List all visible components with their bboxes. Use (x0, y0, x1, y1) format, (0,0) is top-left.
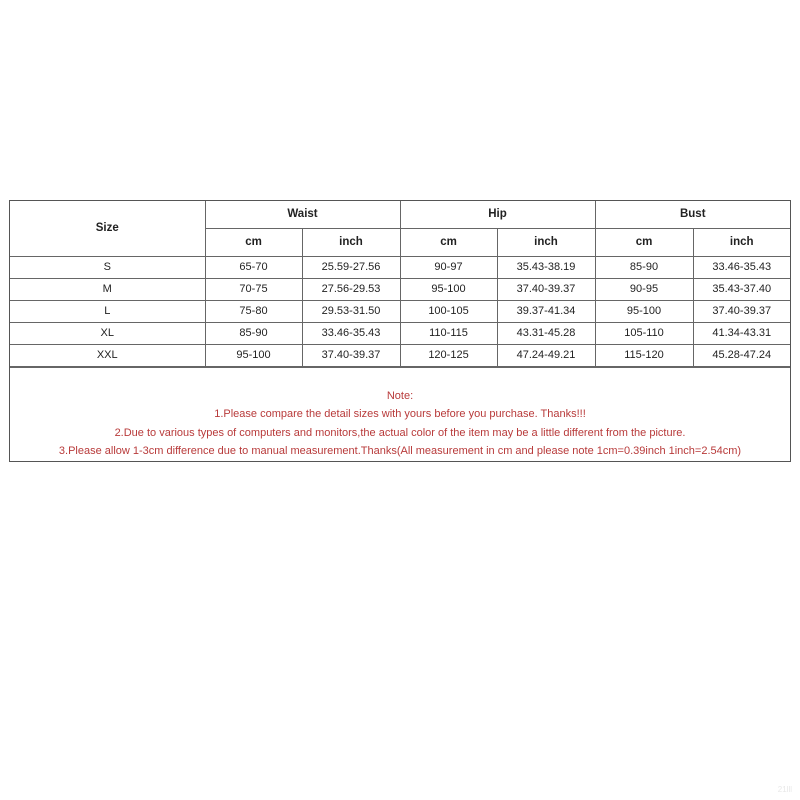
table-cell: 43.31-45.28 (497, 322, 595, 344)
table-cell: 90-95 (595, 278, 693, 300)
table-cell: 115-120 (595, 344, 693, 366)
table-cell: 95-100 (595, 300, 693, 322)
table-cell: 95-100 (400, 278, 497, 300)
table-cell: 110-115 (400, 322, 497, 344)
watermark: 21lll (777, 785, 792, 794)
note-line: 1.Please compare the detail sizes with yours before you purchase. Thanks!!! (214, 408, 586, 420)
table-cell: 47.24-49.21 (497, 344, 595, 366)
size-table (10, 201, 790, 367)
table-row (10, 278, 790, 300)
table-cell: 45.28-47.24 (693, 344, 790, 366)
size-label: S (10, 256, 205, 278)
size-chart (9, 200, 791, 462)
table-cell: 75-80 (205, 300, 302, 322)
size-column-header: Size (10, 201, 205, 256)
table-cell: 105-110 (595, 322, 693, 344)
table-cell: 70-75 (205, 278, 302, 300)
table-row (10, 322, 790, 344)
unit-header: inch (497, 228, 595, 256)
table-cell: 85-90 (595, 256, 693, 278)
table-cell: 90-97 (400, 256, 497, 278)
table-cell: 65-70 (205, 256, 302, 278)
size-label: M (10, 278, 205, 300)
unit-header: cm (205, 228, 302, 256)
note-line: 2.Due to various types of computers and monitors,the actual color of the item may be a little different from the picture. (114, 426, 686, 439)
table-cell: 37.40-39.37 (302, 344, 400, 366)
notes-title: Note: (386, 389, 414, 402)
table-cell: 35.43-37.40 (693, 278, 790, 300)
size-label: XXL (10, 344, 205, 366)
table-cell: 95-100 (205, 344, 302, 366)
table-cell: 85-90 (205, 322, 302, 344)
notes-section (10, 367, 790, 461)
table-row (10, 300, 790, 322)
table-cell: 25.59-27.56 (302, 256, 400, 278)
table-row (10, 344, 790, 366)
table-row (10, 256, 790, 278)
table-cell: 37.40-39.37 (497, 278, 595, 300)
bust-group-header: Bust (595, 201, 790, 228)
header-row-groups (10, 201, 790, 228)
table-cell: 33.46-35.43 (302, 322, 400, 344)
table-cell: 27.56-29.53 (302, 278, 400, 300)
unit-header: inch (302, 228, 400, 256)
unit-header: cm (400, 228, 497, 256)
table-cell: 120-125 (400, 344, 497, 366)
unit-header: inch (693, 228, 790, 256)
table-cell: 39.37-41.34 (497, 300, 595, 322)
table-cell: 33.46-35.43 (693, 256, 790, 278)
size-label: L (10, 300, 205, 322)
waist-group-header: Waist (205, 201, 400, 228)
hip-group-header: Hip (400, 201, 595, 228)
table-cell: 29.53-31.50 (302, 300, 400, 322)
table-cell: 41.34-43.31 (693, 322, 790, 344)
table-cell: 35.43-38.19 (497, 256, 595, 278)
table-cell: 100-105 (400, 300, 497, 322)
note-line: 3.Please allow 1-3cm difference due to manual measurement.Thanks(All measurement in cm and please note 1cm=0.39inch 1inch=2.54cm) (58, 445, 742, 457)
unit-header: cm (595, 228, 693, 256)
size-label: XL (10, 322, 205, 344)
table-cell: 37.40-39.37 (693, 300, 790, 322)
